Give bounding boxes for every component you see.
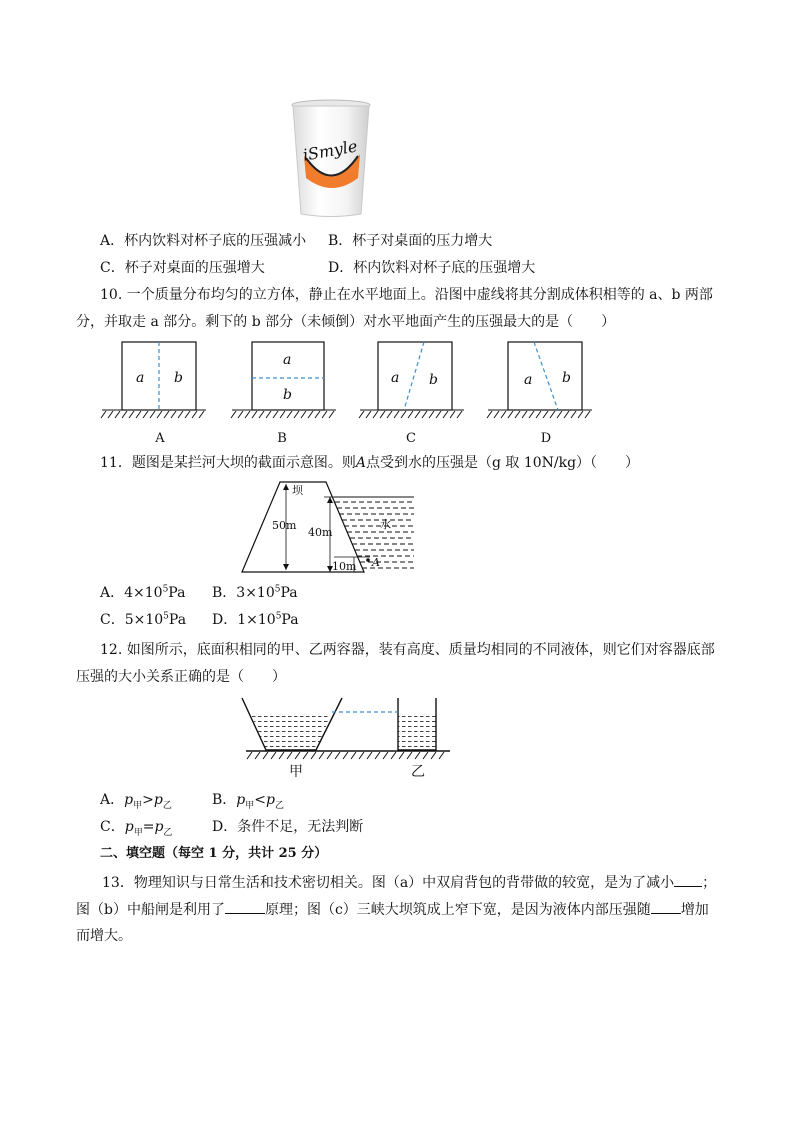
q11-option-d-text: D．1×10 [212,612,276,628]
q11-option-d-exp: 5 [275,611,282,622]
section-2-title: 二、填空题（每空 1 分，共计 25 分） [100,846,328,861]
q12-stem-line2: 压强的大小关系正确的是（ ） [76,669,286,685]
cup-image [288,98,374,220]
q13-blank-3[interactable] [651,899,681,914]
cube-c [378,342,452,410]
fig-d-label-b: b [562,370,571,386]
q13-line1-text: 13．物理知识与日常生活和技术密切相关。图（a）中双肩背包的背带做的较宽，是为了减小 [102,875,675,891]
cup-logo-text: iSmyle [301,136,359,165]
q10-figure [96,336,606,450]
q11-option-b-exp: 5 [274,584,281,595]
height-50m-label: 50m [272,519,297,532]
q10-stem-line1: 10. 一个质量分布均匀的立方体，静止在水平地面上。沿图中虚线将其分割成体积相等的 a、b 两部 [100,287,713,303]
q13-line2-text-a: 图（b）中船闸是利用了 [76,902,225,918]
container-jia-label: 甲 [289,764,303,780]
q12-option-a-s1: 甲 [133,800,143,811]
q11-stem [100,453,639,473]
q13-blank-2[interactable] [225,899,265,914]
q9-option-b[interactable]: B．杯子对桌面的压力增大 [328,233,493,249]
dam-figure [238,478,422,578]
fig-c-label-b: b [429,372,438,388]
fig-a-label-b: b [174,370,183,386]
q11-option-b[interactable] [212,583,298,603]
fig-b-label-a: a [283,352,292,368]
containers-figure [240,694,452,782]
fig-a-label-a: a [136,370,145,386]
q12-option-c-p2: p [154,819,164,835]
q13-line1 [102,872,716,893]
q13-line2-text-c: 增加 [680,902,709,918]
point-a-marker [366,558,370,562]
height-10m-label: 10m [332,560,357,573]
q12-stem-line1: 12. 如图所示，底面积相同的甲、乙两容器，装有高度、质量均相同的不同液体，则它们对容器底部 [100,642,715,658]
q13-blank-1[interactable] [674,872,702,887]
q12-option-c-p1: p [124,819,134,835]
q12-option-a-p1: p [124,792,134,808]
q11-option-c-text: C．5×10 [100,612,164,628]
fig-label-d: D [540,431,552,446]
q12-option-a-op: > [142,792,154,808]
q12-option-c-prefix: C． [100,819,125,835]
q11-stem-rest: 点受到水的压强是（g 取 10N/kg）（ ） [365,455,640,471]
q13-line2 [76,899,709,920]
q10-stem-line2: 分，并取走 a 部分。剩下的 b 部分（未倾倒）对水平地面产生的压强最大的是（ ） [76,314,616,330]
q12-option-b-prefix: B． [212,792,237,808]
q12-option-a-prefix: A． [100,792,125,808]
q12-option-c-s1: 甲 [133,827,143,838]
q11-option-a-text: A．4×10 [100,585,163,601]
fig-c-label-a: a [391,370,400,386]
q12-option-b-s1: 甲 [245,800,255,811]
fig-label-a: A [155,431,165,446]
q11-option-c-unit: Pa [168,612,187,628]
fig-label-b: B [277,431,287,446]
fig-label-c: C [406,431,416,446]
water-label: 水 [380,518,391,531]
q11-option-d[interactable] [212,610,299,630]
container-jia-liquid [250,712,332,750]
fig-b-label-b: b [283,387,292,403]
q11-stem-text: 11．题图是某拦河大坝的截面示意图。则 [100,455,356,471]
q12-option-b-p1: p [236,792,246,808]
q11-option-c-exp: 5 [163,611,169,622]
q11-option-c[interactable] [100,610,186,630]
q11-option-a-exp: 5 [162,584,169,595]
q13-line2-text-b: 原理；图（c）三峡大坝筑成上窄下宽，是因为液体内部压强随 [264,902,651,918]
q9-option-c[interactable]: C．杯子对桌面的压强增大 [100,260,265,276]
q13-line3: 而增大。 [76,928,132,944]
q9-option-a[interactable]: A．杯内饮料对杯子底的压强减小 [100,233,307,249]
q12-option-b-op: < [254,792,267,808]
q12-option-c-s2: 乙 [163,827,173,838]
q12-option-c-op: = [142,819,155,835]
q11-option-a[interactable] [100,583,185,603]
container-yi-label: 乙 [411,764,425,780]
fig-d-label-a: a [524,372,533,388]
q9-option-d[interactable]: D．杯内饮料对杯子底的压强增大 [328,260,536,276]
q11-option-a-unit: Pa [168,585,186,601]
q12-option-a[interactable] [100,790,172,810]
q13-line1-end: ； [702,875,717,891]
dam-label: 坝 [292,484,303,497]
q11-option-d-unit: Pa [281,612,299,628]
q11-stem-point: A [355,455,366,471]
q11-option-b-text: B．3×10 [212,585,275,601]
q12-option-a-s2: 乙 [162,800,172,811]
q12-option-b-p2: p [266,792,275,808]
q12-option-c[interactable] [100,817,172,837]
ground-hatching [101,411,590,418]
q12-option-a-p2: p [153,792,163,808]
height-40m-label: 40m [308,526,333,539]
q12-option-b-s2: 乙 [274,800,284,811]
dam-outline [242,482,364,572]
container-yi-liquid [398,712,436,750]
q12-option-b[interactable] [212,790,284,810]
point-a-label: A [372,556,380,569]
q11-option-b-unit: Pa [280,585,298,601]
ground-hatching-q12 [247,752,444,759]
q12-option-d[interactable]: D．条件不足，无法判断 [212,819,364,835]
